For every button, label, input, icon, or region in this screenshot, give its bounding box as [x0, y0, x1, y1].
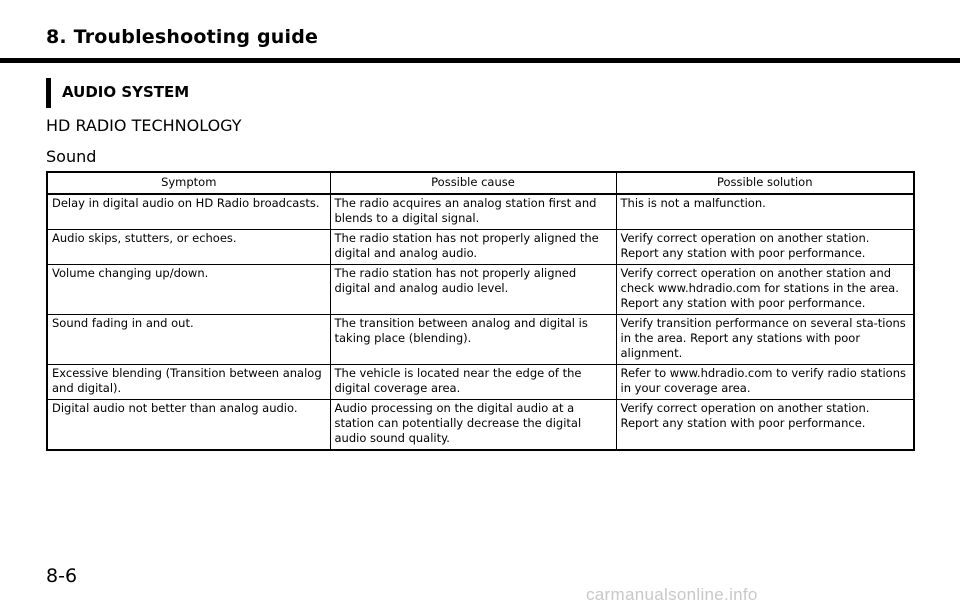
subsection-title: HD RADIO TECHNOLOGY	[46, 116, 242, 135]
section-title: AUDIO SYSTEM	[62, 83, 190, 101]
page-number: 8-6	[46, 565, 78, 587]
solution-cell: Refer to www.hdradio.com to verify radio stations in your coverage area.	[616, 365, 914, 400]
cause-cell: The transition between analog and digital is taking place (blending).	[330, 315, 616, 365]
cause-cell: The radio acquires an analog station first and blends to a digital signal.	[330, 194, 616, 230]
cause-cell: The radio station has not properly aligned digital and analog audio level.	[330, 265, 616, 315]
symptom-cell: Delay in digital audio on HD Radio broadcasts.	[47, 194, 330, 230]
section-marker-bar	[46, 78, 51, 108]
cause-cell: Audio processing on the digital audio at a station can potentially decrease the digital audio sound quality.	[330, 400, 616, 451]
cause-cell: The vehicle is located near the edge of the digital coverage area.	[330, 365, 616, 400]
column-header-solution: Possible solution	[616, 172, 914, 194]
table-row	[47, 265, 914, 315]
troubleshooting-table	[46, 171, 915, 451]
solution-cell: Verify correct operation on another station. Report any station with poor performance.	[616, 230, 914, 265]
header-rule	[0, 58, 960, 63]
table-row	[47, 315, 914, 365]
solution-cell: This is not a malfunction.	[616, 194, 914, 230]
solution-cell: Verify correct operation on another station. Report any station with poor performance.	[616, 400, 914, 451]
table-row	[47, 230, 914, 265]
table-row	[47, 400, 914, 451]
table-row	[47, 365, 914, 400]
cause-cell: The radio station has not properly aligned the digital and analog audio.	[330, 230, 616, 265]
watermark: carmanualsonline.info	[586, 585, 758, 604]
symptom-cell: Sound fading in and out.	[47, 315, 330, 365]
table-header-row	[47, 172, 914, 194]
column-header-symptom: Symptom	[47, 172, 330, 194]
symptom-cell: Audio skips, stutters, or echoes.	[47, 230, 330, 265]
symptom-cell: Volume changing up/down.	[47, 265, 330, 315]
column-header-cause: Possible cause	[330, 172, 616, 194]
table-row	[47, 194, 914, 230]
symptom-cell: Digital audio not better than analog audio.	[47, 400, 330, 451]
solution-cell: Verify transition performance on several sta-tions in the area. Report any stations with poor alignment.	[616, 315, 914, 365]
chapter-title: 8. Troubleshooting guide	[46, 26, 319, 48]
symptom-cell: Excessive blending (Transition between analog and digital).	[47, 365, 330, 400]
topic-title: Sound	[46, 147, 97, 166]
solution-cell: Verify correct operation on another station and check www.hdradio.com for stations in the area. Report any station with poor performance.	[616, 265, 914, 315]
